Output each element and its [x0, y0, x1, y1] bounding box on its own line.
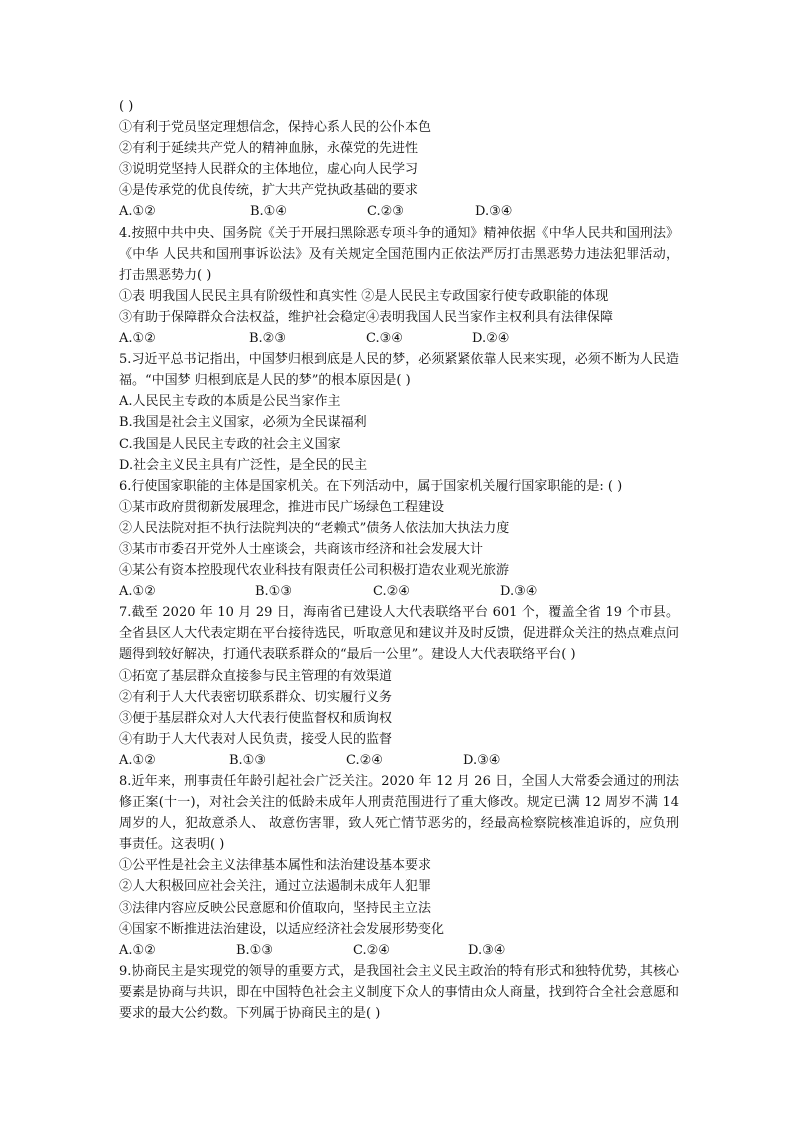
q3-item-1: ①有利于党员坚定理想信念，保持心系人民的公仆本色 — [119, 120, 432, 136]
q5-stem: 5.习近平总书记指出，中国梦归根到底是人民的梦，必须紧紧依靠人民来实现，必须不断为人民造福。“中国梦 归根到底是人民的梦”的根本原因是( ) — [119, 352, 679, 389]
q4-stem: 4.按照中共中央、国务院《关于开展扫黑除恶专项斗争的通知》精神依据《中华人民共和国刑法》《中华 人民共和国刑事诉讼法》及有关规定全国范围内正依法严厉打击黑恶势力违法犯罪活动，打击黑恶势力( ) — [119, 225, 679, 283]
q6-item-2: ②人民法院对拒不执行法院判决的“老赖式”债务人依法加大执法力度 — [119, 520, 510, 536]
q6-option-b: B.①③ — [255, 584, 292, 600]
q7-item-3: ③便于基层群众对人大代表行使监督权和质询权 — [119, 710, 393, 726]
q4-item-1: ①表 明我国人民民主具有阶级性和真实性 ②是人民民主专政国家行使专政职能的体现 — [119, 288, 609, 304]
q8-option-a: A.①② — [119, 942, 156, 958]
q3-item-4: ④是传承党的优良传统，扩大共产党执政基础的要求 — [119, 183, 419, 199]
q6-item-3: ③某市市委召开党外人士座谈会，共商该市经济和社会发展大计 — [119, 541, 484, 557]
q8-item-1: ①公平性是社会主义法律基本属性和法治建设基本要求 — [119, 858, 432, 874]
q7-item-1: ①拓宽了基层群众直接参与民主管理的有效渠道 — [119, 668, 393, 684]
q4-option-d: D.②④ — [472, 331, 510, 347]
q3-option-c: C.②③ — [367, 204, 404, 220]
q8-item-2: ②人大积极回应社会关注，通过立法遏制未成年人犯罪 — [119, 879, 432, 895]
q5-option-b: B.我国是社会主义国家，必须为全民谋福利 — [119, 415, 367, 431]
q4-option-b: B.②③ — [249, 331, 286, 347]
q3-option-a: A.①② — [119, 204, 156, 220]
q4-item-2: ③有助于保障群众合法权益，维护社会稳定④表明我国人民当家作主权利具有法律保障 — [119, 309, 614, 325]
q7-option-d: D.③④ — [463, 752, 501, 768]
q4-options — [119, 328, 679, 349]
q7-stem: 7.截至 2020 年 10 月 29 日，海南省已建设人大代表联络平台 601 个，覆盖全省 19 个市县。全省县区人大代表定期在平台接待选民，听取意见和建议并及时反馈，促进群众关注的热点难点问题得到较好解决，打通代表联系群众的“最后一公里”。建设人大代表联络平台( ) — [119, 605, 679, 663]
q8-item-3: ③法律内容应反映公民意愿和价值取向，坚持民主立法 — [119, 900, 432, 916]
q6-option-c: C.②④ — [373, 584, 410, 600]
q3-options — [119, 201, 679, 222]
q6-options — [119, 581, 679, 602]
q8-stem: 8.近年来，刑事责任年龄引起社会广泛关注。2020 年 12 月 26 日，全国人大常委会通过的刑法修正案(十一)，对社会关注的低龄未成年人刑责范围进行了重大修改。规定已满 12 周岁不满 14 周岁的人，犯故意杀人、 故意伤害罪，致人死亡情节恶劣的，经最高检察院核准追诉的，应负刑事责任。这表明( ) — [119, 774, 679, 853]
q6-item-4: ④某公有资本控股现代农业科技有限责任公司积极打造农业观光旅游 — [119, 563, 510, 579]
q8-options — [119, 940, 679, 961]
q8-option-d: D.③④ — [468, 942, 506, 958]
q3-option-b: B.①④ — [250, 204, 287, 220]
q5-option-d: D.社会主义民主具有广泛性，是全民的民主 — [119, 457, 368, 473]
q7-options — [119, 750, 679, 771]
q7-option-c: C.②④ — [346, 752, 383, 768]
q8-item-4: ④国家不断推进法治建设，以适应经济社会发展形势变化 — [119, 921, 445, 937]
q8-option-b: B.①③ — [236, 942, 273, 958]
q3-item-2: ②有利于延续共产党人的精神血脉，永葆党的先进性 — [119, 141, 419, 157]
q5-option-c: C.我国是人民民主专政的社会主义国家 — [119, 436, 341, 452]
exam-page — [119, 96, 679, 1024]
q6-stem: 6.行使国家职能的主体是国家机关。在下列活动中，属于国家机关履行国家职能的是: ( ) — [119, 478, 623, 494]
q4-option-a: A.①② — [119, 331, 156, 347]
q7-option-a: A.①② — [119, 752, 156, 768]
q3-bracket: ( ) — [119, 99, 134, 114]
q3-item-3: ③说明党坚持人民群众的主体地位，虚心向人民学习 — [119, 162, 419, 178]
q3-option-d: D.③④ — [475, 204, 513, 220]
q6-option-d: D.③④ — [500, 584, 538, 600]
q7-option-b: B.①③ — [229, 752, 266, 768]
q6-item-1: ①某市政府贯彻新发展理念，推进市民广场绿色工程建设 — [119, 499, 445, 515]
q5-option-a: A.人民民主专政的本质是公民当家作主 — [119, 394, 341, 410]
q9-stem: 9.协商民主是实现党的领导的重要方式，是我国社会主义民主政治的特有形式和独特优势，其核心要素是协商与共识，即在中国特色社会主义制度下众人的事情由众人商量，找到符合全社会意愿和要求的最大公约数。下列属于协商民主的是( ) — [119, 963, 679, 1022]
q4-option-c: C.③④ — [366, 331, 403, 347]
q6-option-a: A.①② — [119, 584, 156, 600]
q8-option-c: C.②④ — [353, 942, 390, 958]
q7-item-4: ④有助于人大代表对人民负责，接受人民的监督 — [119, 731, 393, 747]
q7-item-2: ②有利于人大代表密切联系群众、切实履行义务 — [119, 689, 393, 705]
